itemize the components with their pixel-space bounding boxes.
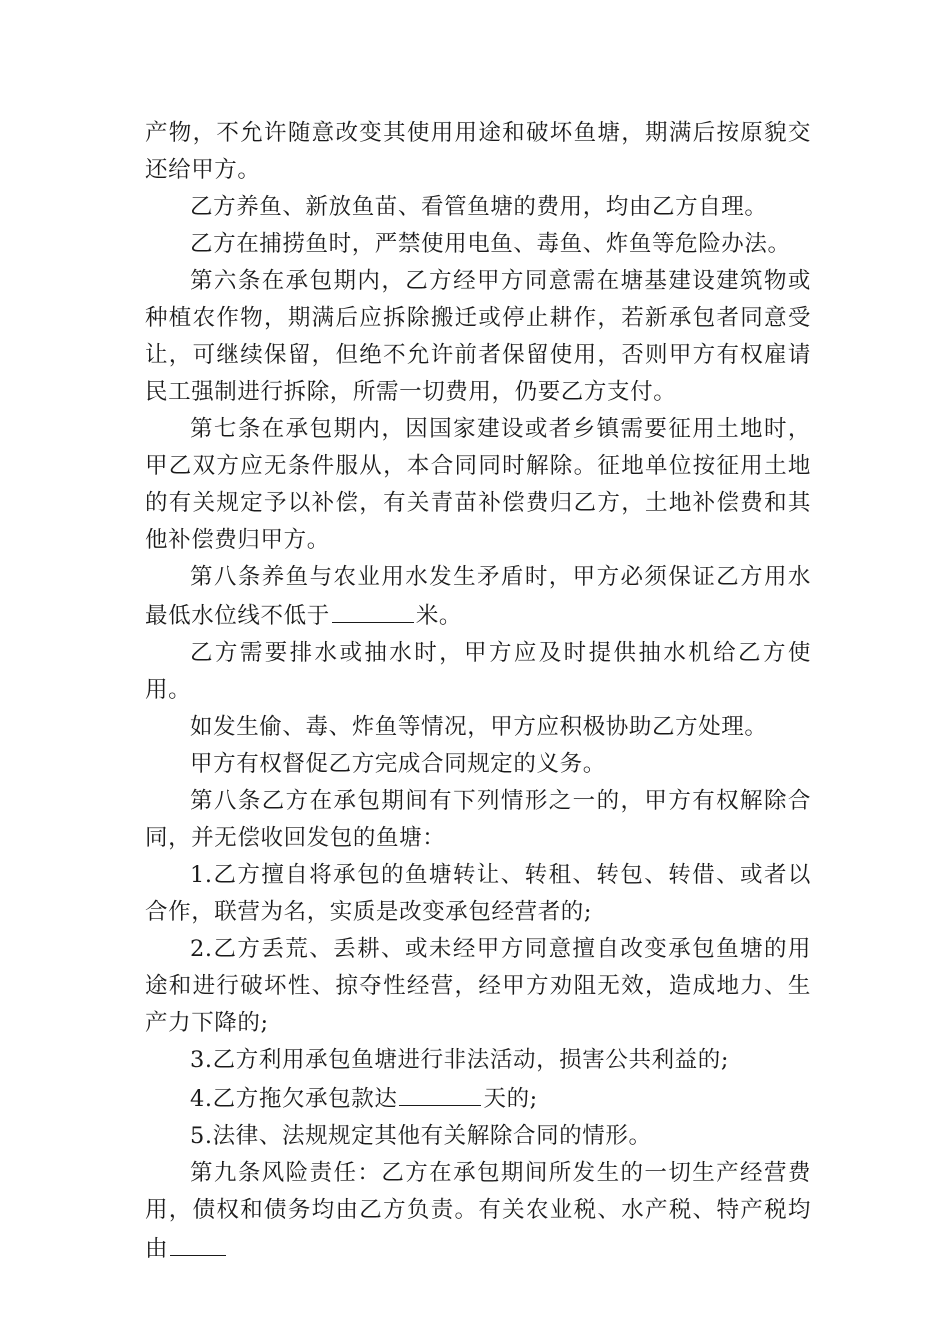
paragraph: 乙方需要排水或抽水时，甲方应及时提供抽水机给乙方使用。 [145, 640, 811, 703]
paragraph: 乙方养鱼、新放鱼苗、看管鱼塘的费用，均由乙方自理。 [190, 194, 768, 220]
list-item-3: 3.乙方利用承包鱼塘进行非法活动，损害公共利益的; [190, 1047, 730, 1073]
paragraph: 如发生偷、毒、炸鱼等情况，甲方应积极协助乙方处理。 [190, 714, 768, 740]
paragraph: 产物，不允许随意改变其使用用途和破坏鱼塘，期满后按原貌交还给甲方。 [145, 120, 811, 183]
article-7-paragraph: 第七条在承包期内，因国家建设或者乡镇需要征用土地时，甲乙双方应无条件服从，本合同同时解除。征地单位按征用土地的有关规定予以补偿，有关青苗补偿费归乙方，土地补偿费和其他补偿费归甲方。 [145, 416, 811, 553]
list-item-1: 1.乙方擅自将承包的鱼塘转让、转租、转包、转借、或者以合作，联营为名，实质是改变承包经营者的; [145, 862, 811, 925]
list-item-4: 4.乙方拖欠承包款达 天的; [145, 1079, 811, 1118]
article-6-paragraph: 第六条在承包期内，乙方经甲方同意需在塘基建设建筑物或种植农作物，期满后应拆除搬迁或停止耕作，若新承包者同意受让，可继续保留，但绝不允许前者保留使用，否则甲方有权雇请民工强制进行拆除，所需一切费用，仍要乙方支付。 [145, 268, 811, 405]
list-item-2: 2.乙方丢荒、丢耕、或未经甲方同意擅自改变承包鱼塘的用途和进行破坏性、掠夺性经营，经甲方劝阻无效，造成地力、生产力下降的; [145, 936, 811, 1036]
fill-in-blank[interactable] [170, 1229, 226, 1256]
fill-in-blank[interactable] [332, 596, 414, 623]
paragraph: 甲方有权督促乙方完成合同规定的义务。 [190, 751, 606, 777]
list-item-5: 5.法律、法规规定其他有关解除合同的情形。 [190, 1123, 652, 1149]
fill-in-blank[interactable] [399, 1079, 481, 1106]
contract-body [145, 115, 811, 1268]
article-8-paragraph: 第八条养鱼与农业用水发生矛盾时，甲方必须保证乙方用水最低水位线不低于 米。 [145, 564, 811, 629]
paragraph: 乙方在捕捞鱼时，严禁使用电鱼、毒鱼、炸鱼等危险办法。 [190, 231, 791, 257]
article-9-paragraph: 第九条风险责任：乙方在承包期间所发生的一切生产经营费用，债权和债务均由乙方负责。有关农业税、水产税、特产税均由 [145, 1160, 811, 1262]
article-8b-paragraph: 第八条乙方在承包期间有下列情形之一的，甲方有权解除合同，并无偿收回发包的鱼塘： [145, 788, 811, 851]
